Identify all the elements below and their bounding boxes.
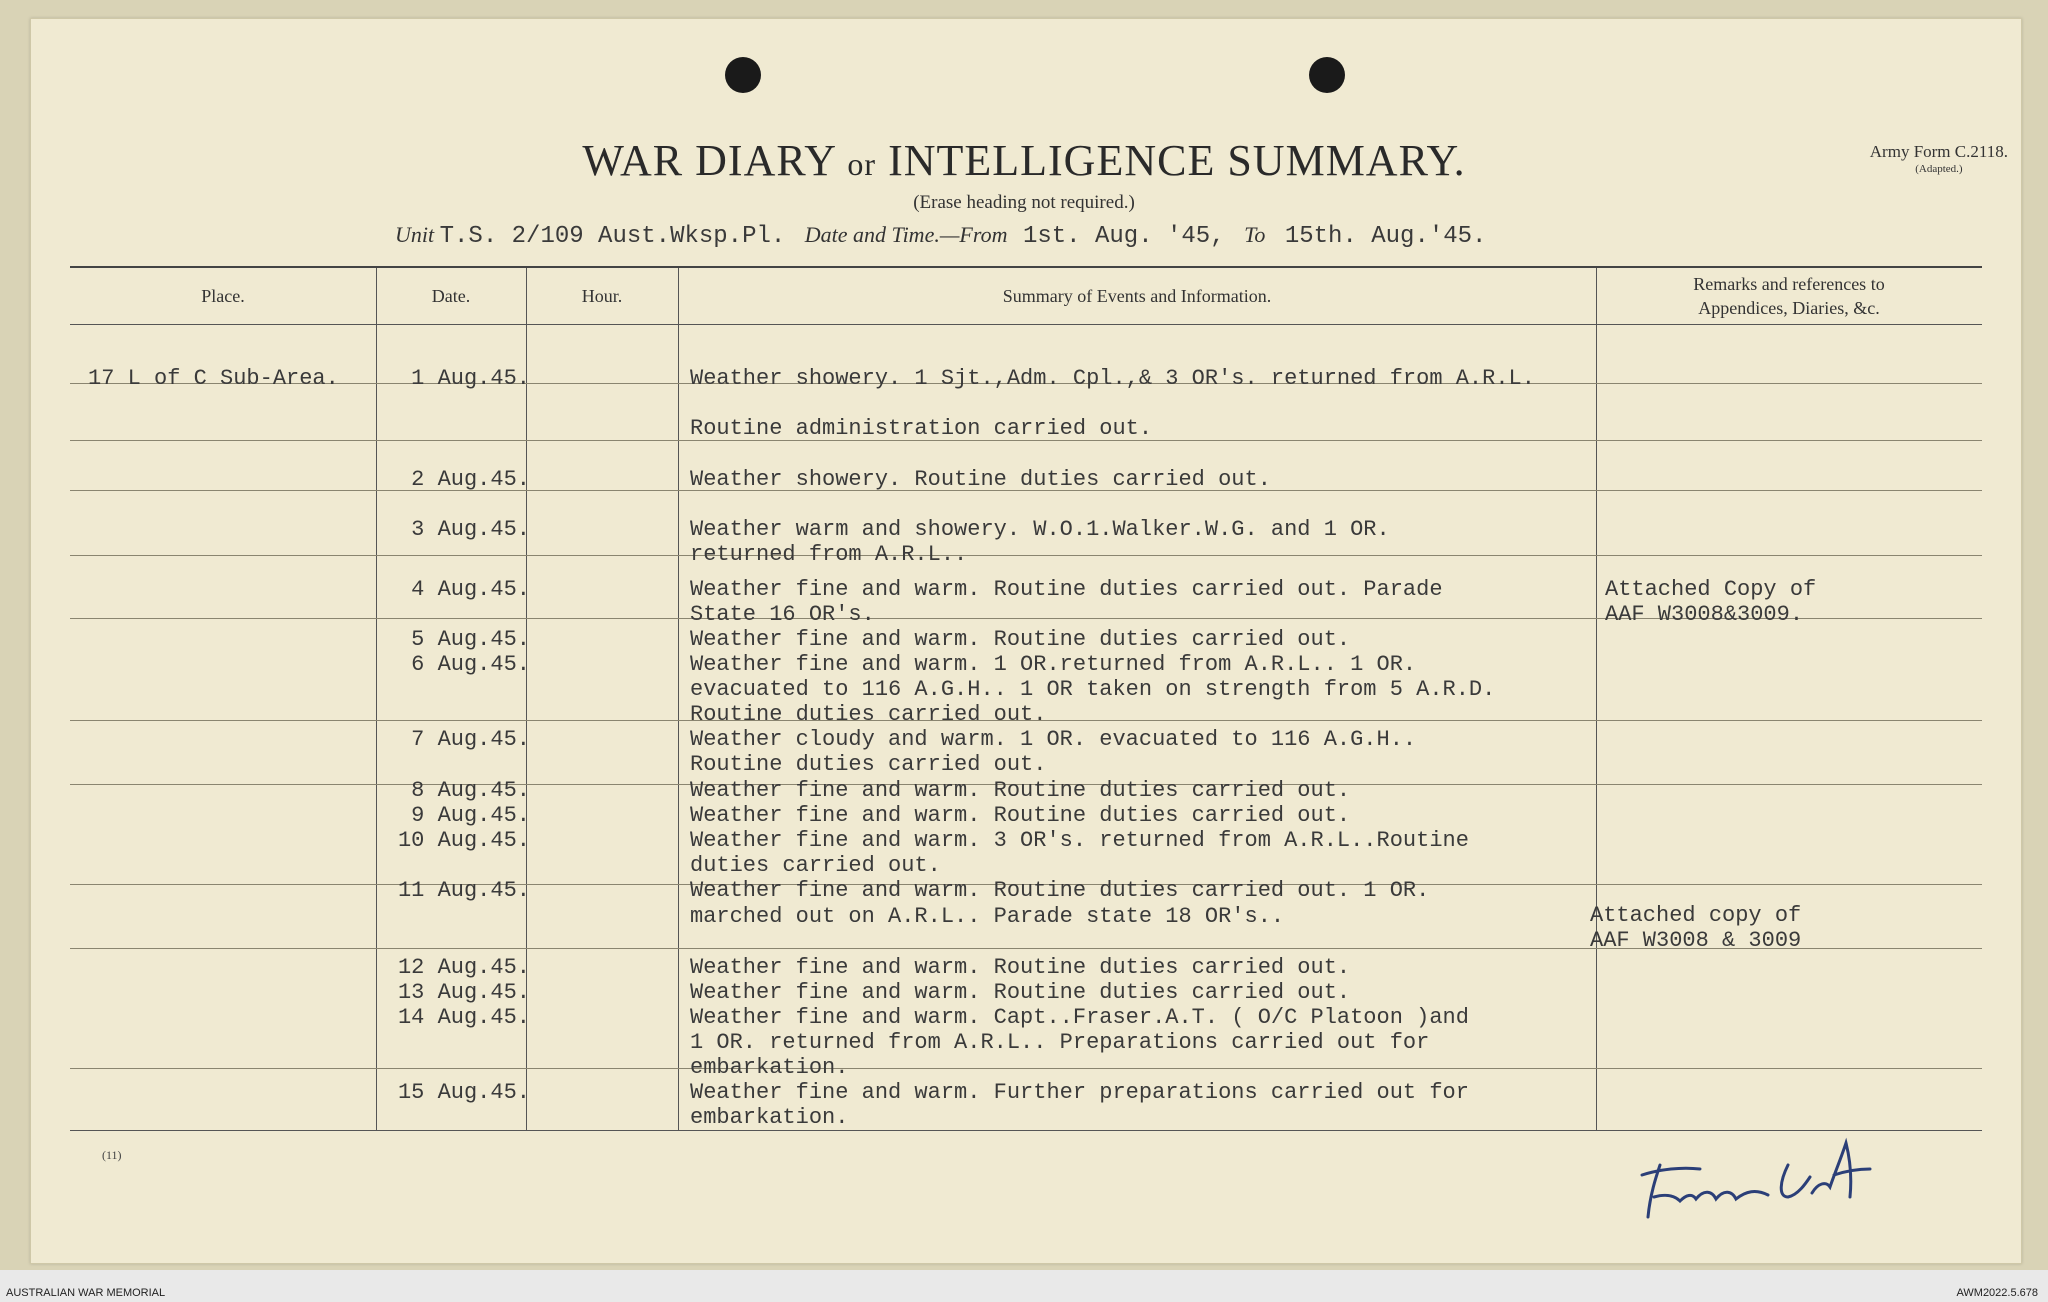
to-label: To [1244, 222, 1266, 247]
date-cell: 9 Aug.45. [411, 803, 530, 828]
entry-line: evacuated to 116 A.G.H.. 1 OR taken on strength from 5 A.R.D. [690, 677, 1496, 702]
entry-line: State 16 OR's. [690, 602, 875, 627]
entry-line: Routine duties carried out. [690, 752, 1047, 777]
unit-value: T.S. 2/109 Aust.Wksp.Pl. [439, 223, 786, 250]
archive-strip [0, 1270, 2048, 1302]
column-divider [678, 268, 679, 1130]
entry-line: Weather fine and warm. Routine duties carried out. [690, 980, 1351, 1005]
date-cell: 15 Aug.45. [397, 1080, 530, 1105]
army-form-number [1870, 142, 2008, 175]
punch-hole-right [1309, 57, 1345, 93]
date-cell: 14 Aug.45. [397, 1005, 530, 1030]
form-subtitle: (Erase heading not required.) [913, 192, 1135, 213]
entry-line: Weather fine and warm. 3 OR's. returned from A.R.L..Routine [690, 828, 1469, 853]
row-line [70, 555, 1982, 556]
remark-line: Attached Copy of [1605, 577, 1817, 602]
punch-hole-left [725, 57, 761, 93]
date-cell: 12 Aug.45. [397, 955, 530, 980]
date-time-label: Date and Time.—From [804, 222, 1008, 247]
header-remarks [1596, 268, 1982, 325]
entry-line: embarkation. [690, 1105, 849, 1130]
remark-line: Attached copy of [1590, 903, 1802, 928]
entry-line: Weather fine and warm. Routine duties carried out. [690, 627, 1351, 652]
entry-line: Weather fine and warm. Routine duties carried out. 1 OR. [690, 878, 1430, 903]
column-divider [1596, 268, 1597, 1130]
header-date: Date. [376, 268, 526, 325]
date-cell: 3 Aug.45. [411, 517, 530, 542]
archive-reference: AWM2022.5.678 [1956, 1287, 2038, 1299]
from-date-value: 1st. Aug. '45, [1022, 223, 1225, 250]
entry-line: Weather fine and warm. Routine duties carried out. [690, 955, 1351, 980]
date-cell: 8 Aug.45. [411, 778, 530, 803]
entry-line: Weather cloudy and warm. 1 OR. evacuated to 116 A.G.H.. [690, 727, 1417, 752]
form-footer-number: (11) [102, 1148, 122, 1162]
title-intelligence-summary: INTELLIGENCE SUMMARY. [888, 136, 1466, 185]
date-cell: 1 Aug.45. [411, 366, 530, 391]
adapted-label: (Adapted.) [1915, 163, 1963, 175]
date-cell: 11 Aug.45. [397, 878, 530, 903]
archive-name: AUSTRALIAN WAR MEMORIAL [6, 1287, 166, 1299]
entry-line: Weather warm and showery. W.O.1.Walker.W.G. and 1 OR. [690, 517, 1390, 542]
title-or: or [847, 146, 877, 182]
entry-line: Weather showery. 1 Sjt.,Adm. Cpl.,& 3 OR's. returned from A.R.L. [690, 366, 1535, 391]
date-cell: 5 Aug.45. [411, 627, 530, 652]
to-date-value: 15th. Aug.'45. [1284, 223, 1487, 250]
unit-line [395, 222, 1486, 250]
signature-image [1620, 1125, 1900, 1235]
unit-label: Unit [395, 222, 435, 247]
entry-line: embarkation. [690, 1055, 849, 1080]
entry-line: duties carried out. [690, 853, 941, 878]
title-war-diary: WAR DIARY [582, 136, 836, 185]
header-remarks-line-2: Appendices, Diaries, &c. [1698, 298, 1880, 318]
entry-line: returned from A.R.L.. [690, 542, 968, 567]
header-place: Place. [70, 268, 376, 325]
form-title [0, 135, 2048, 186]
header-summary: Summary of Events and Information. [678, 268, 1596, 325]
entry-line: Weather fine and warm. 1 OR.returned from A.R.L.. 1 OR. [690, 652, 1417, 677]
entry-line: Routine administration carried out. [690, 416, 1153, 441]
date-cell: 2 Aug.45. [411, 467, 530, 492]
date-cell: 10 Aug.45. [397, 828, 530, 853]
date-cell: 13 Aug.45. [397, 980, 530, 1005]
header-hour: Hour. [526, 268, 678, 325]
entry-line: Weather fine and warm. Routine duties carried out. [690, 803, 1351, 828]
entry-line: Weather fine and warm. Routine duties carried out. Parade [690, 577, 1443, 602]
entry-line: Weather fine and warm. Routine duties carried out. [690, 778, 1351, 803]
date-cell: 7 Aug.45. [411, 727, 530, 752]
date-cell: 6 Aug.45. [411, 652, 530, 677]
remark-line: AAF W3008&3009. [1605, 602, 1804, 627]
entry-line: Weather showery. Routine duties carried out. [690, 467, 1271, 492]
entry-line: Routine duties carried out. [690, 702, 1047, 727]
entry-line: 1 OR. returned from A.R.L.. Preparations carried out for [690, 1030, 1430, 1055]
date-cell: 4 Aug.45. [411, 577, 530, 602]
remark-line: AAF W3008 & 3009 [1590, 928, 1802, 953]
header-remarks-line-1: Remarks and references to [1693, 274, 1885, 294]
place-value: 17 L of C Sub-Area. [88, 366, 339, 391]
row-line [70, 1068, 1982, 1069]
army-form-label: Army Form C.2118. [1869, 142, 2008, 161]
entry-line: marched out on A.R.L.. Parade state 18 OR's.. [690, 904, 1285, 929]
entry-line: Weather fine and warm. Capt..Fraser.A.T. ( O/C Platoon )and [690, 1005, 1469, 1030]
entry-line: Weather fine and warm. Further preparations carried out for [690, 1080, 1469, 1105]
